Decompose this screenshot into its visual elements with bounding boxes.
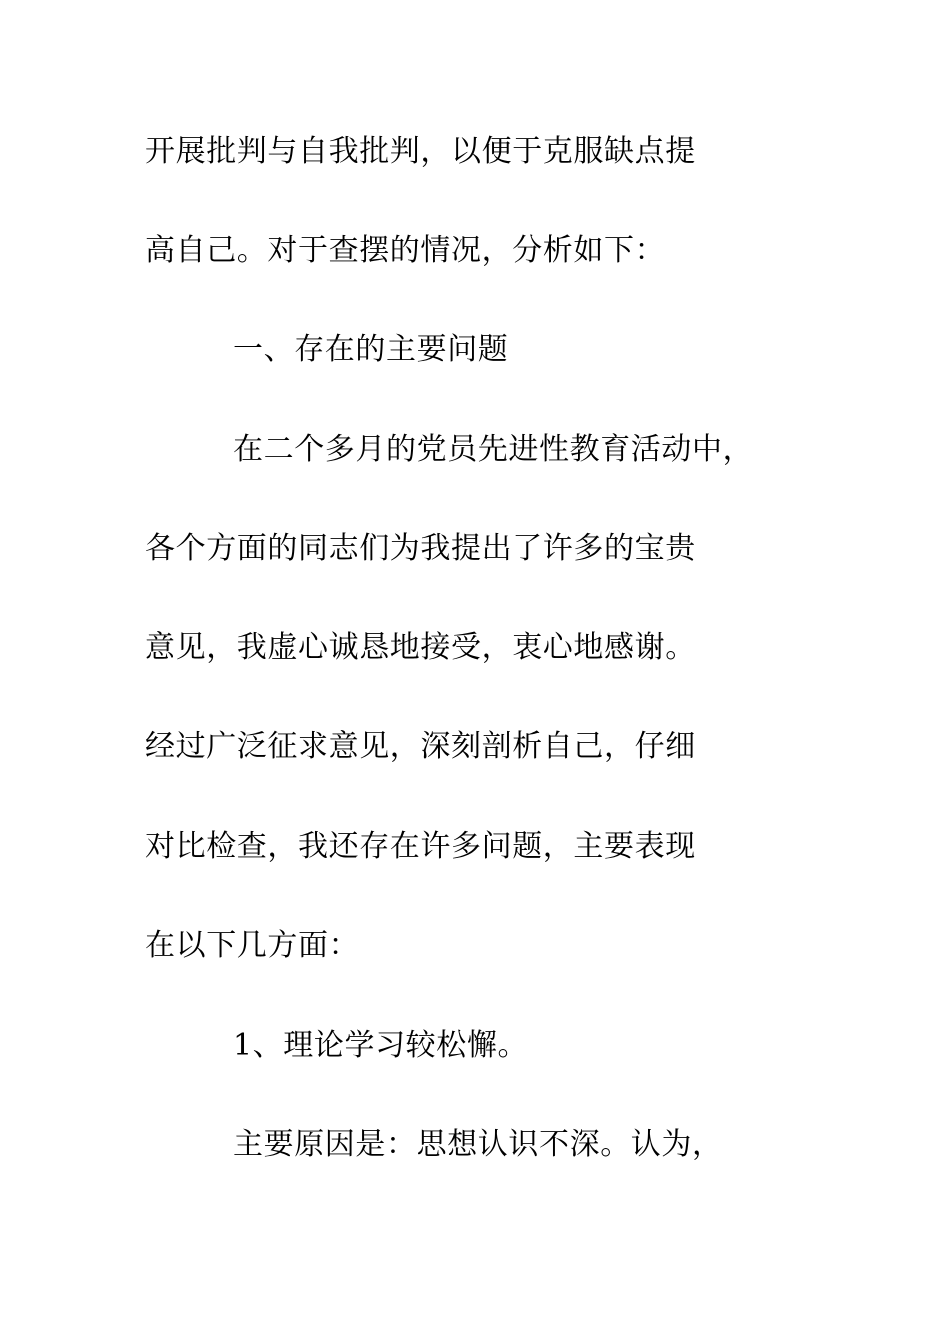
paragraph-line: 经过广泛征求意见，深刻剖析自己，仔细 [145, 729, 696, 764]
paragraph-line: 在二个多月的党员先进性教育活动中， [233, 432, 754, 467]
paragraph-line: 高自己。对于查摆的情况，分析如下： [145, 233, 666, 268]
paragraph-line: 开展批判与自我批判，以便于克服缺点提 [145, 134, 696, 169]
paragraph-line: 对比检查，我还存在许多问题，主要表现 [145, 829, 696, 864]
paragraph-line: 各个方面的同志们为我提出了许多的宝贵 [145, 531, 696, 566]
section-heading: 一、存在的主要问题 [233, 332, 509, 367]
subsection-heading: 1、理论学习较松懈。 [233, 1028, 529, 1063]
paragraph-line: 在以下几方面： [145, 928, 360, 963]
paragraph-line: 意见，我虚心诚恳地接受，衷心地感谢。 [145, 630, 696, 665]
paragraph-line: 主要原因是：思想认识不深。认为， [233, 1127, 723, 1162]
